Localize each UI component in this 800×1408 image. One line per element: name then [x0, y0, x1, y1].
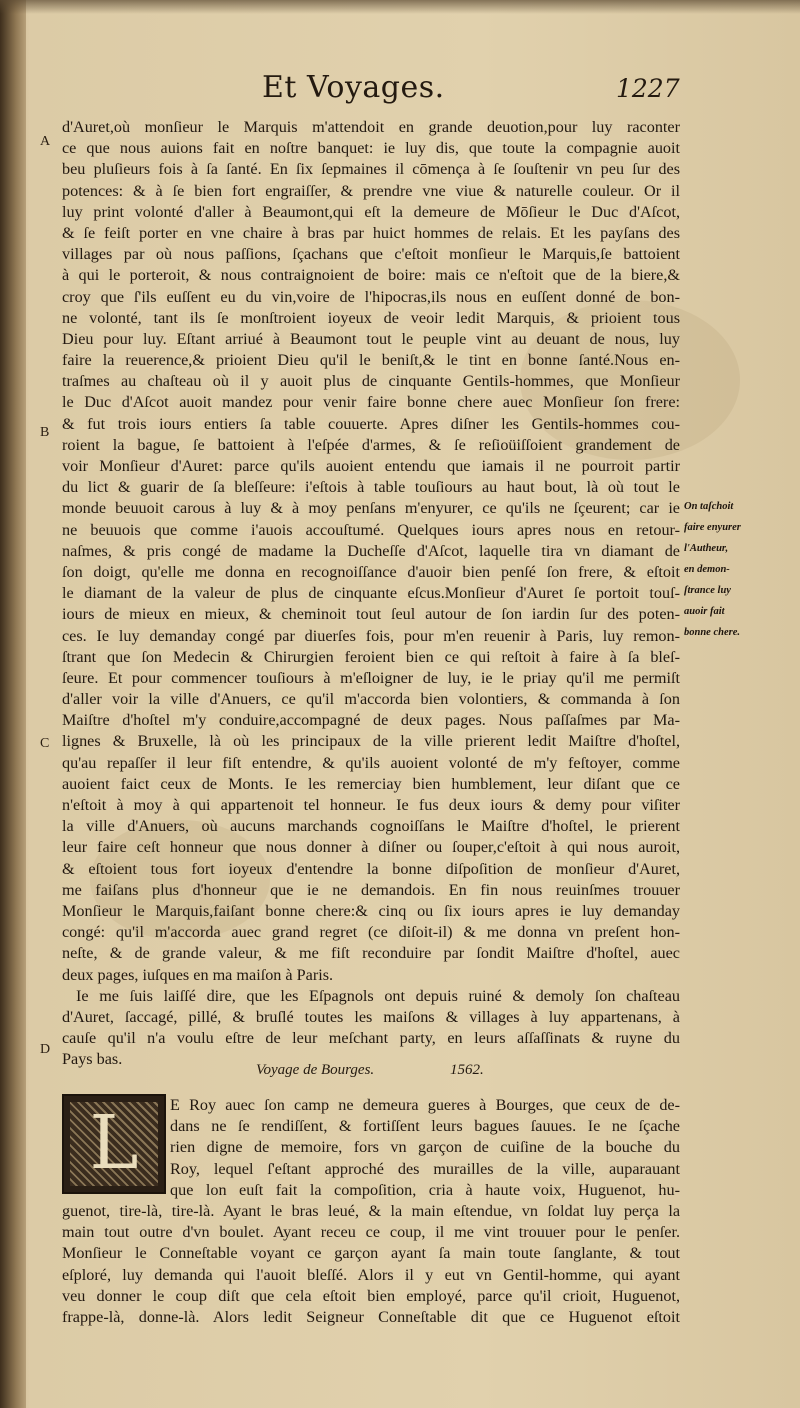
- text-line: eſploré, luy demanda qui l'auoit bleſſé. Alors il y eut vn Gentil-homme, qui ayant: [62, 1265, 680, 1284]
- top-shadow: [0, 0, 800, 14]
- page-number: 1227: [616, 74, 680, 103]
- text-line: lignes & Bruxelle, là où les principaux de la ville prierent ledit Maiſtre d'hoſtel,: [62, 732, 680, 751]
- text-line: deux pages, iuſques en ma maiſon à Paris.: [62, 965, 334, 984]
- text-line: iours de mieux en mieux, & cheminoit tout ſeul autour de ſon iardin ſur des poten-: [62, 605, 680, 624]
- side-note-line: On taſchoit: [684, 501, 734, 512]
- text-line: voir Monſieur d'Auret: parce qu'ils auoient entendu que iamais il ne pourroit partir: [62, 457, 680, 475]
- text-line: du lict & guarir de ſa bleſſeure: i'eſtois à table touſiours au haut bout, là où tout le: [62, 478, 680, 497]
- margin-letter-d: D: [40, 1042, 51, 1057]
- text-line: congé: qu'il m'accorda auec grand regret (ce diſoit-il) & me donna vn preſent hon-: [62, 923, 680, 942]
- text-line: monde beuuoit carous à luy & à moy penſans m'enyurer, ce qu'ils ne ſçeurent; car ie: [62, 499, 680, 518]
- text-line: Maiſtre d'hoſtel m'y conduire,accompagné de deux pages. Nous paſſaſmes par Ma-: [62, 711, 680, 730]
- text-line: luy print volonté d'aller à Beaumont,qui eſt la demeure de Mōſieur le Duc d'Aſcot,: [62, 202, 680, 221]
- text-line: main tout outre d'vn boulet. Ayant receu ce coup, il me vint trouuer pour le penſer.: [62, 1223, 680, 1242]
- text-line: auoient faict ceux de Monts. Ie les remerciay bien humblement, leur diſant que ce: [62, 774, 680, 793]
- margin-letter-a: A: [40, 134, 51, 149]
- section-title: Voyage de Bourges.: [256, 1062, 375, 1078]
- section-opening-text: [170, 1095, 680, 1201]
- body-text: [62, 117, 680, 1070]
- side-note-line: ſtrance luy: [684, 585, 731, 596]
- text-line: & fut trois iours entiers ſa table couuerte. Apres diſner les Gentils-hommes cou-: [62, 414, 680, 433]
- text-line: d'Auret,où monſieur le Marquis m'attendoit en grande deuotion,pour luy raconter: [62, 118, 680, 136]
- text-line: à qui le porteroit, & nous contraignoient de boire: mais ce n'eſtoit que de la biere,&: [62, 266, 680, 285]
- text-line: frappe-là, donne-là. Alors ledit Seigneur Conneſtable dit que ce Huguenot eſtoit: [62, 1307, 680, 1326]
- text-line: croy que ſ'ils euſſent eu du vin,voire de l'hipocras,ils nous en euſſent donné de bon-: [62, 287, 680, 306]
- text-line: que lon euſt fait la compoſition, cria à haute voix, Huguenot, hu-: [170, 1180, 680, 1199]
- text-line: veu donner le coup diſt que cela eſtoit bien employé, parce qu'il crioit, Huguenot,: [62, 1286, 680, 1305]
- text-line: d'Auret, ſaccagé, pillé, & bruſlé toutes les maiſons & villages à luy appartenans, à: [62, 1007, 680, 1026]
- text-line: Dieu pour luy. Eſtant arriué à Beaumont tout le peuple vint au deuant de nous, luy: [62, 329, 680, 348]
- text-line: rien digne de memoire, fors vn garçon de cuiſine de la bouche du: [170, 1138, 680, 1157]
- text-line: E Roy auec ſon camp ne demeura gueres à Bourges, que ceux de de-: [170, 1096, 680, 1114]
- section-year: 1562.: [450, 1062, 484, 1078]
- drop-cap-letter: L: [89, 1100, 139, 1186]
- text-line: d'aller voir la ville d'Anuers, ce qu'il m'accorda bien volontiers, & commanda à ſon: [62, 690, 680, 709]
- text-line: ſeure. Et pour commencer touſiours à m'eſloigner de luy, ie le priay qu'il me permiſt: [62, 668, 680, 687]
- text-line: neſte, & de grande valeur, & me fiſt reconduire par ſondit Maiſtre d'hoſtel, auec: [62, 944, 680, 963]
- text-line: cauſe qu'il n'a voulu eſtre de leur meſchant party, en leurs aſſaſſinats & ruyne du: [62, 1029, 680, 1048]
- decorated-initial: [62, 1094, 166, 1194]
- side-note-line: auoir fait: [684, 606, 725, 617]
- side-note-line: faire enyurer: [684, 522, 741, 533]
- text-line: beu pluſieurs fois à ſa ſanté. En ſix ſepmaines il cōmença à ſe ſouſtenir vn peu ſur des: [62, 160, 680, 179]
- text-line: leur faire ceſt honneur que nous donner à diſner ou ſouper,c'eſtoit à qui nous auroit,: [62, 838, 680, 857]
- side-note-line: l'Autheur,: [684, 543, 729, 554]
- text-line: guenot, tire-là, tire-là. Ayant le bras leué, & la main eſtendue, vn ſoldat luy perça la: [62, 1202, 680, 1220]
- text-line: traſmes au chaſteau où il y auoit plus de cinquante Gentils-hommes, que Monſieur: [62, 372, 680, 391]
- text-line: n'eſtoit à moy à qui appartenoit tel honneur. Ie fus deux iours & demy pour viſiter: [62, 796, 680, 814]
- text-line: dans ne ſe rendiſſent, & fortiſſent leurs bagues ſauues. Ie ne ſçache: [170, 1117, 680, 1136]
- text-line: roient la bague, ſe battoient à l'eſpée d'armes, & ſe reſioüiſſoient grandement de: [62, 435, 680, 454]
- text-line: le diamant de la valeur de plus de cinquante eſcus.Monſieur d'Auret ſe portoit touſ-: [62, 584, 680, 603]
- text-line: le Duc d'Aſcot auoit mandez pour venir faire bonne chere auec Monſieur ſon frere:: [62, 393, 680, 412]
- text-line: Monſieur le Marquis,faiſant bonne chere:& cinq ou ſix iours apres ie luy demanday: [62, 901, 680, 920]
- margin-letter-c: C: [40, 736, 50, 751]
- text-line: ne volonté, tant ils ſe monſtroient ioyeux de veoir ledit Marquis, & prioient tous: [62, 308, 680, 327]
- side-note-line: bonne chere.: [684, 627, 740, 638]
- running-head: Et Voyages.: [262, 70, 445, 105]
- text-line: Monſieur le Conneſtable voyant ce garçon ayant ſa main toute ſanglante, & tout: [62, 1244, 680, 1263]
- text-line: Ie me ſuis laiſſé dire, que les Eſpagnols ont depuis ruiné & demoly ſon chaſteau: [76, 986, 680, 1005]
- text-line: & ſe feiſt porter en vne chaire à bras par huict hommes de relais. Et les payſans des: [62, 223, 680, 242]
- text-line: naſmes, & pris congé de madame la Ducheſſe d'Aſcot, laquelle tira vn diamant de: [62, 541, 680, 560]
- text-line: ſtrant que ſon Medecin & Chirurgien feroient bien ce qui reſtoit à faire à ſa bleſ-: [62, 647, 680, 666]
- margin-letter-b: B: [40, 425, 50, 440]
- text-line: ces. Ie luy demanday congé par diuerſes fois, pour m'en reuenir à Paris, luy remon-: [62, 626, 680, 645]
- text-line: me faiſans plus d'honneur que ie ne demandois. En fin nous reuinſmes trouuer: [62, 880, 680, 899]
- text-line: faire la reuerence,& prioient Dieu qu'il le beniſt,& le tint en bonne ſanté.Nous en-: [62, 351, 680, 370]
- side-note-line: en demon-: [684, 564, 730, 575]
- text-line: ce que nous auions fait en noſtre banquet: ie luy dis, que toute la compagnie auoit: [62, 139, 680, 158]
- side-note: [684, 496, 764, 643]
- text-line: Roy, lequel ſ'eſtant approché des murailles de la ville, auparauant: [170, 1159, 680, 1178]
- facing-page-edge: [0, 0, 26, 1408]
- text-line: villages par où nous paſſions, ſçachans que c'eſtoit monſieur le Marquis,ſe battoient: [62, 245, 680, 264]
- section-body-text: [62, 1201, 680, 1328]
- text-line: & eſtoient tous fort ioyeux d'entendre la bonne diſpoſition de monſieur d'Auret,: [62, 859, 680, 878]
- facing-page-fragment: [2, 110, 24, 810]
- text-line: qu'au repaſſer il leur fiſt entendre, & qu'ils auoient volonté de m'y feſtoyer, comme: [62, 753, 680, 772]
- text-line: ne beuuois que comme i'auois accouſtumé. Quelques iours apres nous en retour-: [62, 520, 680, 539]
- text-line: ſon doigt, qu'elle me donna en recognoiſſance d'auoir bien penſé ſon frere, & eſtoit: [62, 562, 680, 581]
- text-line: Pays bas.: [62, 1050, 123, 1069]
- text-line: potences: & à ſe bien fort engraiſſer, & prendre vne viue & naturelle couleur. Or il: [62, 181, 680, 200]
- text-line: la ville d'Anuers, où aucuns marchands cognoiſſans le Maiſtre d'hoſtel, le prierent: [62, 817, 680, 836]
